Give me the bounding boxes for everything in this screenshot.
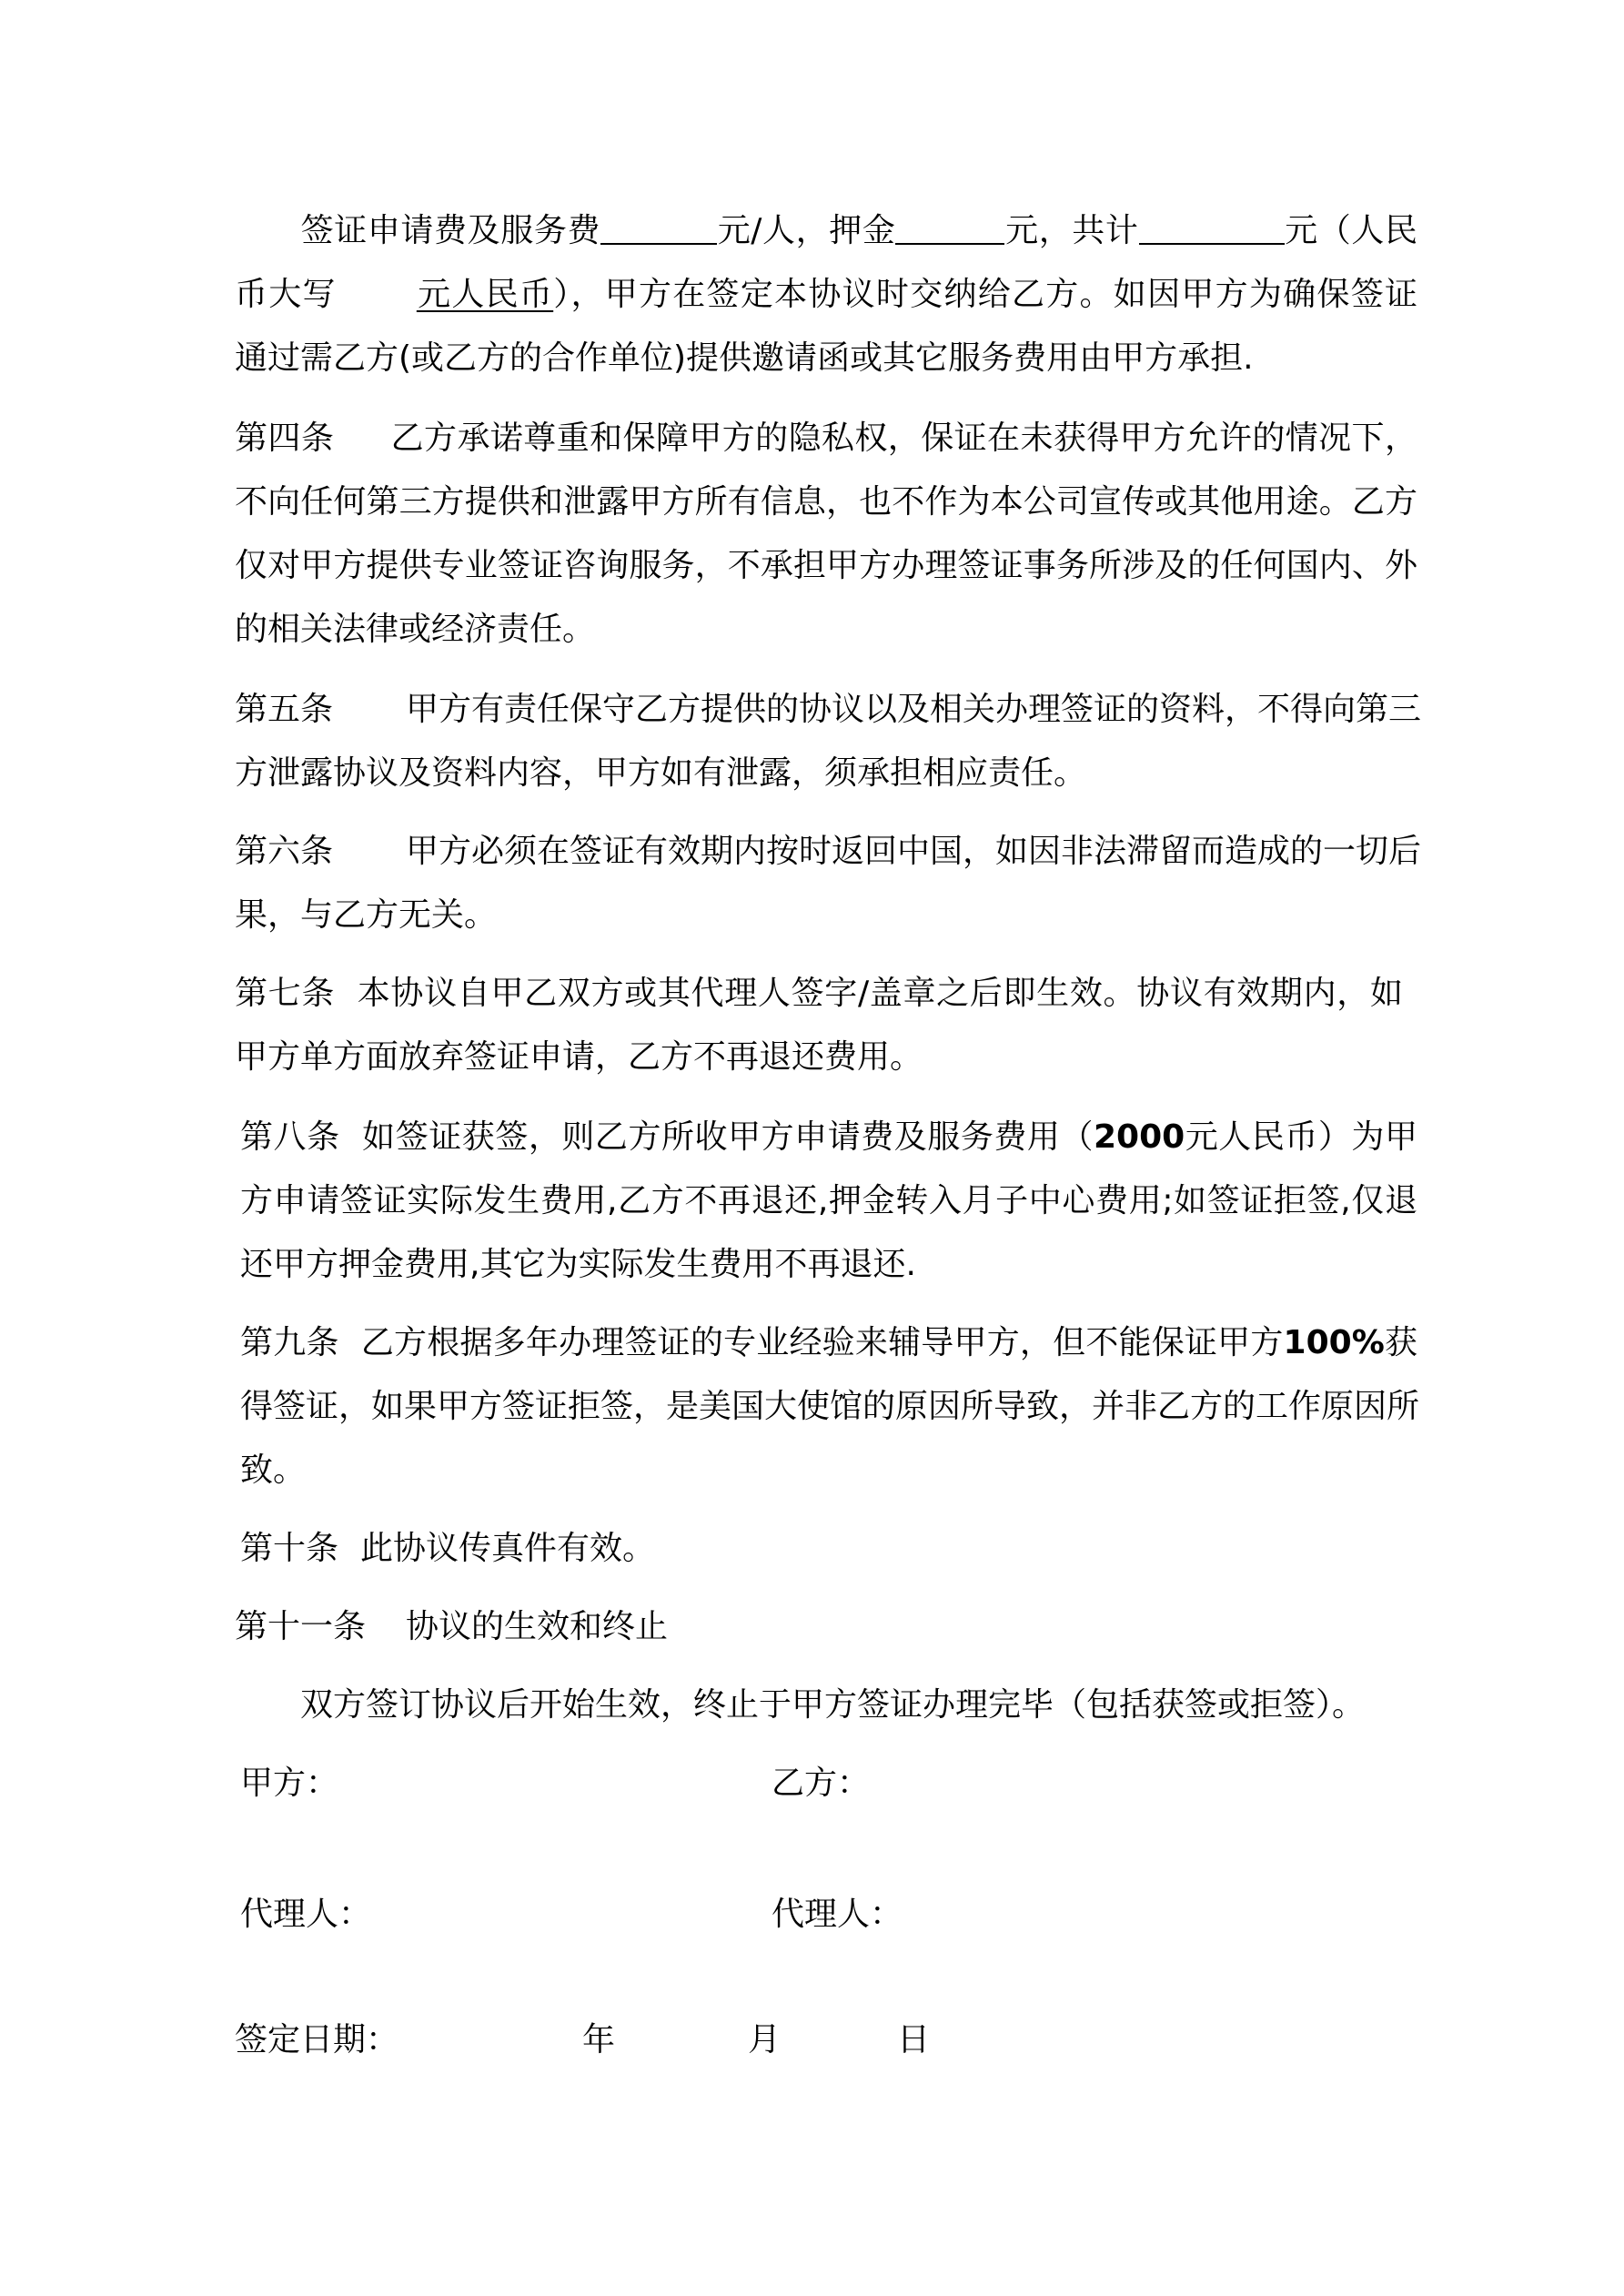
article-11-body (235, 1684, 1417, 1727)
article-4-line-3 (235, 544, 1417, 588)
article-text: 本协议自甲乙双方或其代理人签字/盖章之后即生效。协议有效期内，如 (357, 975, 1403, 1012)
fee-amount: 2000 (1094, 1118, 1185, 1156)
percentage: 100% (1283, 1324, 1385, 1361)
fee-text: 通过需乙方(或乙方的合作单位)提供邀请函或其它服务费用由甲方承担. (235, 339, 1254, 377)
article-text: 方泄露协议及资料内容，甲方如有泄露，须承担相应责任。 (235, 754, 1087, 792)
article-9-line-1 (240, 1321, 1417, 1365)
article-text: 获 (1384, 1324, 1417, 1361)
article-text: 乙方根据多年办理签证的专业经验来辅导甲方，但不能保证甲方 (360, 1324, 1284, 1361)
article-label: 第七条 (235, 975, 336, 1012)
article-8-line-2 (240, 1179, 1417, 1223)
article-label: 第九条 (240, 1324, 339, 1361)
article-8-line-1 (240, 1116, 1417, 1159)
deposit-blank (895, 210, 1004, 245)
article-4-line-2 (235, 480, 1417, 524)
fee-text: 元，共计 (1004, 212, 1139, 249)
article-7-line-2 (235, 1036, 1417, 1079)
article-text: 的相关法律或经济责任。 (235, 611, 596, 648)
article-text: 甲方单方面放弃签证申请，乙方不再退还费用。 (235, 1038, 923, 1076)
article-7-line-1 (235, 972, 1403, 1016)
article-11-heading (235, 1605, 1417, 1649)
article-text: 如签证获签，则乙方所收甲方申请费及服务费用（ (361, 1118, 1094, 1156)
article-10-line-1 (240, 1527, 1423, 1571)
fee-text: 元/人，押金 (717, 212, 896, 249)
year-label: 年 (582, 2021, 616, 2058)
article-4-line-1 (235, 417, 1417, 460)
article-text: 双方签订协议后开始生效，终止于甲方签证办理完毕（包括获签或拒签）。 (300, 1686, 1366, 1724)
article-4-line-4 (235, 608, 1417, 652)
signing-date-label: 签定日期： (235, 2021, 399, 2058)
article-5-line-2 (235, 752, 1417, 795)
fee-clause-line-3 (235, 337, 1417, 380)
agent-b-label: 代理人： (772, 1896, 903, 1933)
fee-blank (600, 210, 717, 245)
article-label: 第八条 (240, 1118, 340, 1156)
article-label: 第五条 (235, 691, 334, 728)
article-9-line-3 (240, 1449, 1423, 1492)
fee-text: 元（人民 (1284, 212, 1417, 249)
article-label: 第十一条 (235, 1608, 367, 1645)
article-text: 乙方承诺尊重和保障甲方的隐私权，保证在未获得甲方允许的情况下， (390, 420, 1417, 457)
article-9-line-2 (240, 1385, 1420, 1429)
fee-clause-line-2 (235, 273, 1417, 317)
day-label: 日 (897, 2021, 931, 2058)
article-label: 第四条 (235, 420, 335, 457)
article-text: 甲方有责任保守乙方提供的协议以及相关办理签证的资料，不得向第三 (406, 691, 1422, 728)
article-label: 第六条 (235, 833, 334, 870)
fee-text: 签证申请费及服务费 (300, 212, 601, 249)
article-text: 果，与乙方无关。 (235, 896, 498, 934)
article-text: 元人民币）为甲 (1185, 1118, 1417, 1156)
party-a-label: 甲方： (240, 1765, 339, 1802)
article-text: 不向任何第三方提供和泄露甲方所有信息，也不作为本公司宣传或其他用途。乙方 (235, 483, 1417, 521)
article-text: 致。 (240, 1451, 307, 1489)
article-text: 此协议传真件有效。 (360, 1530, 656, 1567)
agent-a-label: 代理人： (240, 1896, 372, 1933)
article-title: 协议的生效和终止 (406, 1608, 669, 1645)
amount-in-words-blank: 元人民币 (416, 276, 554, 313)
article-text: 甲方必须在签证有效期内按时返回中国，如因非法滞留而造成的一切后 (406, 833, 1422, 870)
article-6-line-1 (235, 830, 1422, 874)
fee-text: ），甲方在签定本协议时交纳给乙方。如因甲方为确保签证 (553, 276, 1417, 313)
article-5-line-1 (235, 688, 1422, 732)
article-text: 方申请签证实际发生费用,乙方不再退还,押金转入月子中心费用;如签证拒签,仅退 (240, 1182, 1417, 1219)
article-text: 还甲方押金费用,其它为实际发生费用不再退还. (240, 1246, 916, 1283)
party-b-label: 乙方： (772, 1765, 871, 1802)
fee-clause-line-1 (235, 209, 1417, 253)
month-label: 月 (748, 2021, 782, 2058)
article-8-line-3 (240, 1243, 1423, 1287)
article-text: 得签证，如果甲方签证拒签，是美国大使馆的原因所导致，并非乙方的工作原因所 (240, 1388, 1420, 1425)
article-6-line-2 (235, 894, 1417, 937)
total-blank (1139, 210, 1285, 245)
article-label: 第十条 (240, 1530, 339, 1567)
article-text: 仅对甲方提供专业签证咨询服务，不承担甲方办理签证事务所涉及的任何国内、外 (235, 547, 1417, 584)
fee-text: 币大写 (235, 276, 337, 313)
